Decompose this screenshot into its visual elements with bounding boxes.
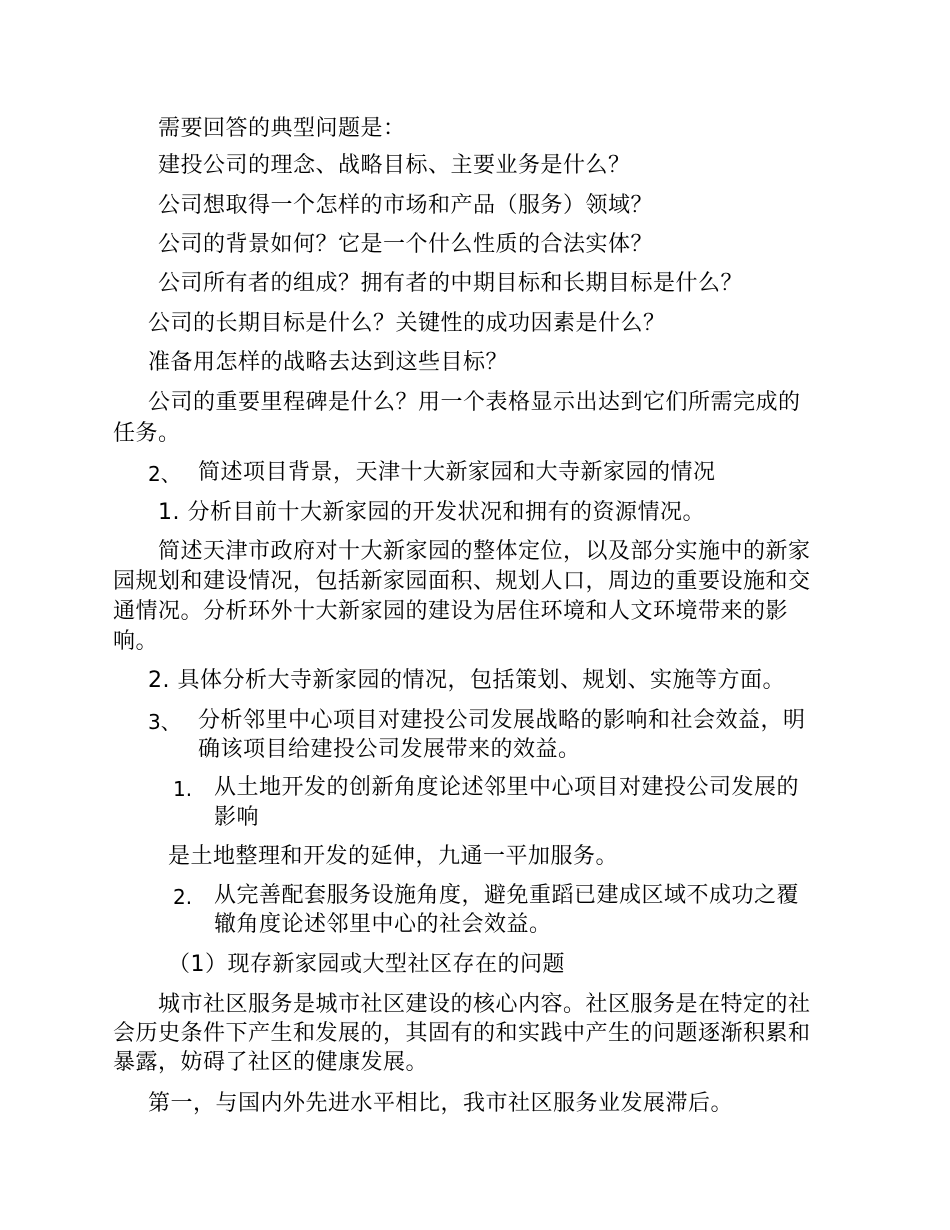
question-5: 公司的长期目标是什么？关键性的成功因素是什么？ [148,311,666,336]
question-6: 准备用怎样的战略去达到这些目标？ [148,350,509,375]
section-2-item-2: 2. 具体分析大寺新家园的情况，包括策划、规划、实施等方面。 [148,668,785,693]
paragraph-1-line-4: 响。 [113,629,159,654]
paragraph-3-line-1: 城市社区服务是城市社区建设的核心内容。社区服务是在特定的社 [158,992,811,1017]
section-3-item-2-line-1: 从完善配套服务设施角度，避免重蹈已建成区域不成功之覆 [214,883,800,908]
section-2-title: 简述项目背景，天津十大新家园和大寺新家园的情况 [198,460,716,485]
paragraph-3-line-2: 会历史条件下产生和发展的，其固有的和实践中产生的问题逐渐积累和 [113,1021,811,1046]
paragraph-1-line-3: 通情况。分析环外十大新家园的建设为居住环境和人文环境带来的影 [113,599,789,624]
section-3-item-2-line-2: 辙角度论述邻里中心的社会效益。 [214,912,552,937]
paragraph-1-line-2: 园规划和建设情况，包括新家园面积、规划人口，周边的重要设施和交 [113,569,811,594]
section-2-item-1: 1. 分析目前十大新家园的开发状况和拥有的资源情况。 [158,500,705,525]
section-3-item-2-subheading: （1）现存新家园或大型社区存在的问题 [168,952,565,977]
questions-intro: 需要回答的典型问题是： [158,116,406,141]
section-3-item-1-line-1: 从土地开发的创新角度论述邻里中心项目对建投公司发展的 [214,775,800,800]
question-4: 公司所有者的组成？拥有者的中期目标和长期目标是什么？ [158,271,744,296]
question-7-line-1: 公司的重要里程碑是什么？用一个表格显示出达到它们所需完成的 [148,390,801,415]
section-3-title-line-2: 确该项目给建投公司发展带来的效益。 [198,737,581,762]
paragraph-3-line-3: 暴露，妨碍了社区的健康发展。 [113,1050,429,1075]
section-3-item-1-line-2: 影响 [214,805,260,830]
section-2-number: 2、 [148,462,181,486]
question-7-line-2: 任务。 [113,421,181,446]
section-3-item-1-number: 1. [173,777,193,801]
paragraph-1-line-1: 简述天津市政府对十大新家园的整体定位，以及部分实施中的新家 [158,539,811,564]
paragraph-2: 是土地整理和开发的延伸，九通一平加服务。 [168,844,619,869]
question-2: 公司想取得一个怎样的市场和产品（服务）领域？ [158,193,654,218]
section-3-item-2-number: 2. [173,885,193,909]
section-3-number: 3、 [148,710,181,734]
section-3-title-line-1: 分析邻里中心项目对建投公司发展战略的影响和社会效益，明 [198,708,806,733]
question-1: 建投公司的理念、战略目标、主要业务是什么？ [158,153,631,178]
paragraph-4: 第一，与国内外先进水平相比，我市社区服务业发展滞后。 [148,1091,734,1116]
question-3: 公司的背景如何？它是一个什么性质的合法实体？ [158,232,654,257]
